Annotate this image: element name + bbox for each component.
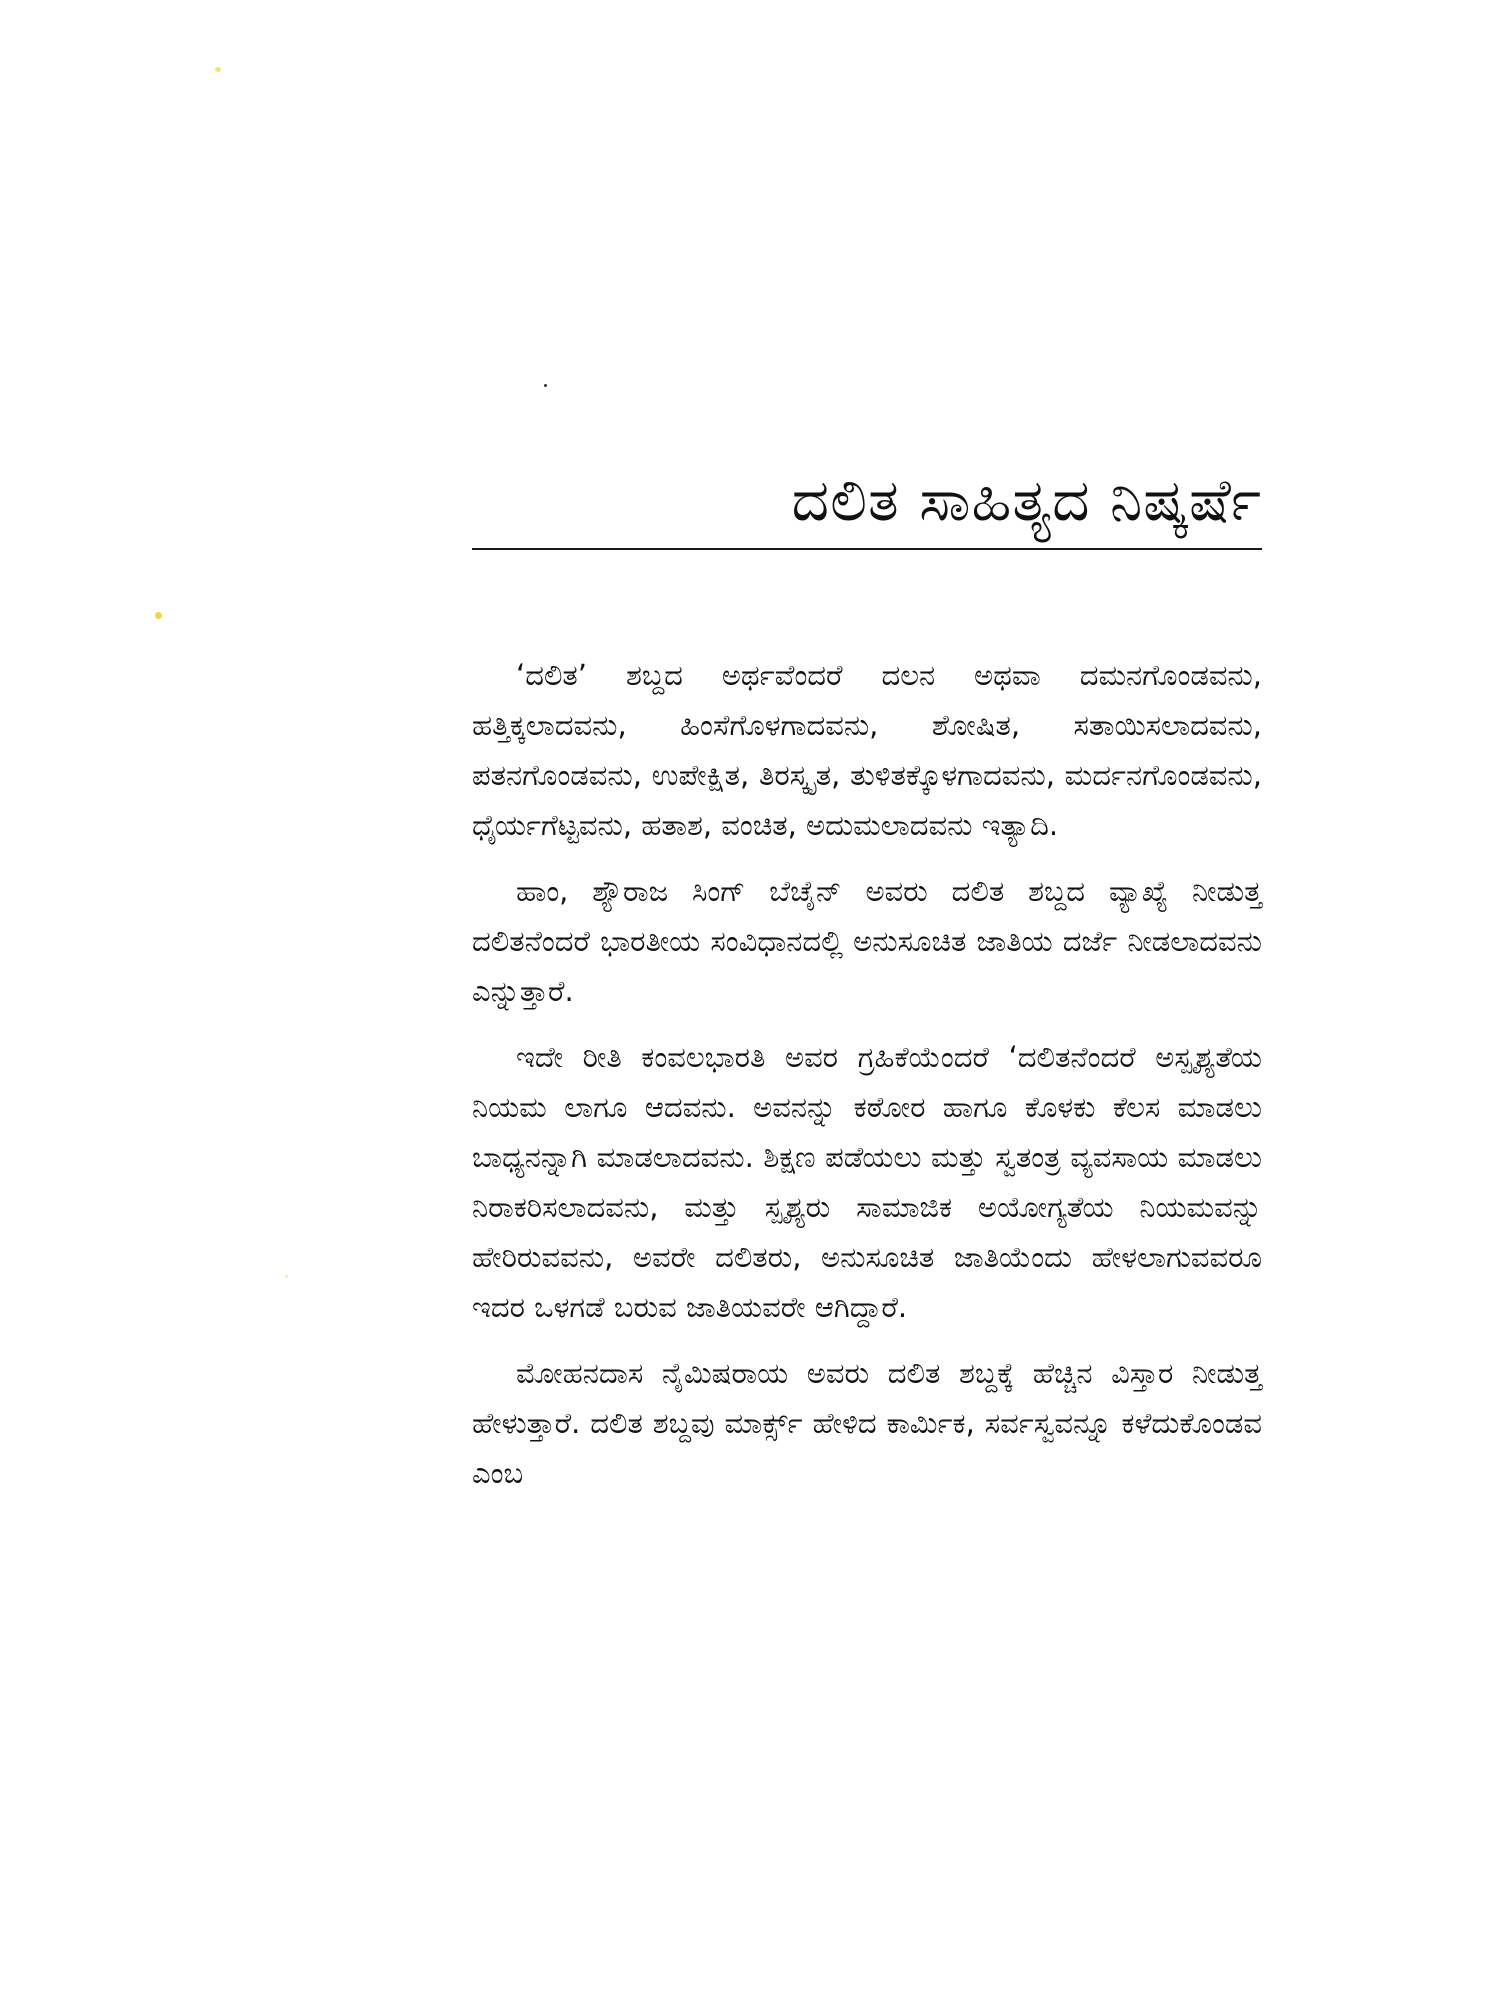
chapter-body <box>472 650 1262 1498</box>
body-paragraph: ಹಾಂ, ಶ್ಯೌರಾಜ ಸಿಂಗ್ ಬೆಚೈನ್ ಅವರು ದಲಿತ ಶಬ್ದದ ವ್ಯಾಖ್ಯೆ ನೀಡುತ್ತ ದಲಿತನೆಂದರೆ ಭಾರತೀಯ ಸಂವಿಧಾನದಲ್ಲಿ ಅನುಸೂಚಿತ ಜಾತಿಯ ದರ್ಜೆ ನೀಡಲಾದವನು ಎನ್ನುತ್ತಾರೆ. <box>472 874 1262 1008</box>
paper-speck <box>215 67 221 72</box>
paper-speck <box>285 1275 288 1278</box>
paper-speck <box>155 612 162 619</box>
title-underline <box>472 548 1262 550</box>
body-paragraph: ‘ದಲಿತ’ ಶಬ್ದದ ಅರ್ಥವೆಂದರೆ ದಲನ ಅಥವಾ ದಮನಗೊಂಡವನು, ಹತ್ತಿಕ್ಕಲಾದವನು, ಹಿಂಸೆಗೊಳಗಾದವನು, ಶೋಷಿತ, ಸತಾಯಿಸಲಾದವನು, ಪತನಗೊಂಡವನು, ಉಪೇಕ್ಷಿತ, ತಿರಸ್ಕೃತ, ತುಳಿತಕ್ಕೊಳಗಾದವನು, ಮರ್ದನಗೊಂಡವನು, ಧೈರ್ಯಗೆಟ್ಟವನು, ಹತಾಶ, ವಂಚಿತ, ಅದುಮಲಾದವನು ಇತ್ಯಾದಿ. <box>472 658 1262 842</box>
paper-speck <box>544 384 547 387</box>
body-paragraph: ಇದೇ ರೀತಿ ಕಂವಲಭಾರತಿ ಅವರ ಗ್ರಹಿಕೆಯೆಂದರೆ ‘ದಲಿತನೆಂದರೆ ಅಸ್ಪೃಶ್ಯತೆಯ ನಿಯಮ ಲಾಗೂ ಆದವನು. ಅವನನ್ನು ಕಠೋರ ಹಾಗೂ ಕೊಳಕು ಕೆಲಸ ಮಾಡಲು ಬಾಧ್ಯನನ್ನಾಗಿ ಮಾಡಲಾದವನು. ಶಿಕ್ಷಣ ಪಡೆಯಲು ಮತ್ತು ಸ್ವತಂತ್ರ ವ್ಯವಸಾಯ ಮಾಡಲು ನಿರಾಕರಿಸಲಾದವನು, ಮತ್ತು ಸ್ಪೃಶ್ಯರು ಸಾಮಾಜಿಕ ಅಯೋಗ್ಯತೆಯ ನಿಯಮವನ್ನು ಹೇರಿರುವವನು, ಅವರೇ ದಲಿತರು, ಅನುಸೂಚಿತ ಜಾತಿಯೆಂದು ಹೇಳಲಾಗುವವರೂ ಇದರ ಒಳಗಡೆ ಬರುವ ಜಾತಿಯವರೇ ಆಗಿದ್ದಾರೆ. <box>472 1040 1262 1324</box>
chapter-title: ದಲಿತ ಸಾಹಿತ್ಯದ ನಿಷ್ಕರ್ಷೆ <box>791 466 1262 534</box>
body-paragraph: ಮೋಹನದಾಸ ನೈಮಿಷರಾಯ ಅವರು ದಲಿತ ಶಬ್ದಕ್ಕೆ ಹೆಚ್ಚಿನ ವಿಸ್ತಾರ ನೀಡುತ್ತ ಹೇಳುತ್ತಾರೆ. ದಲಿತ ಶಬ್ದವು ಮಾರ್ಕ್ಸ್ ಹೇಳಿದ ಕಾರ್ಮಿಕ, ಸರ್ವಸ್ವವನ್ನೂ ಕಳೆದುಕೊಂಡವ ಎಂಬ <box>472 1356 1262 1490</box>
